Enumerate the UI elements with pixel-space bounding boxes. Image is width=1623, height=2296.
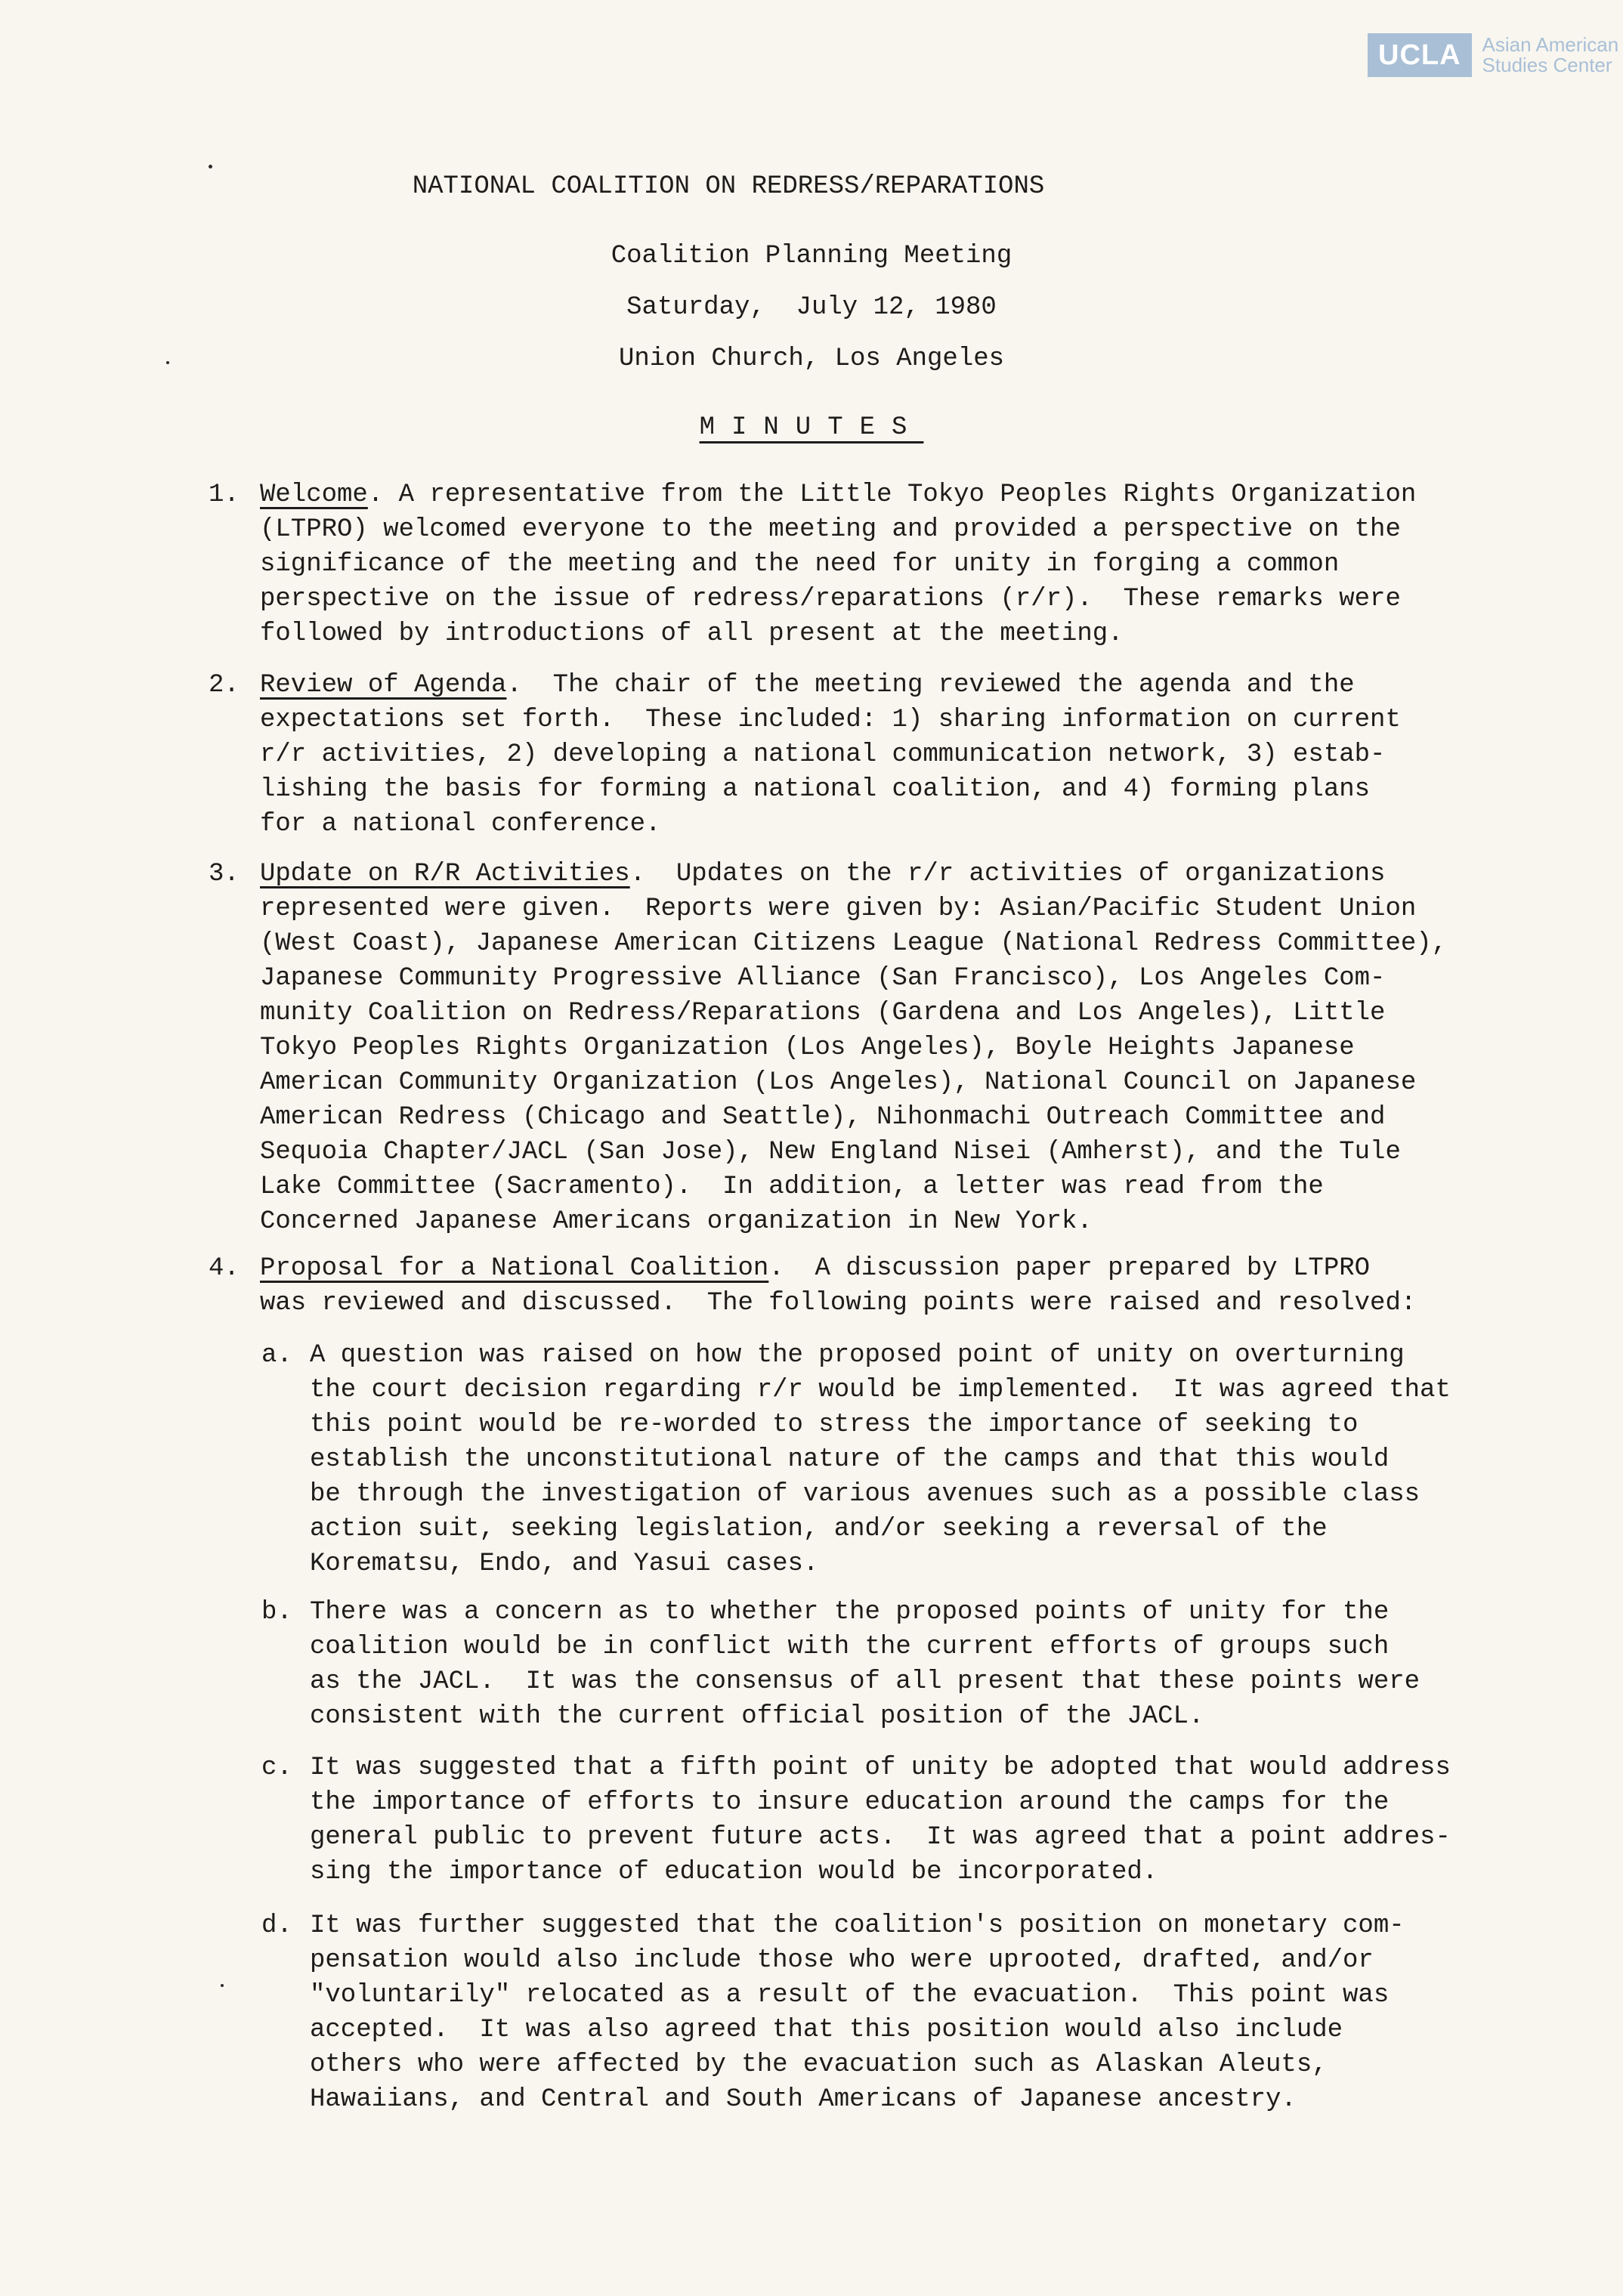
subitem-line: this point would be re-worded to stress the importance of seeking to bbox=[310, 1411, 1359, 1439]
subitem-letter: c. bbox=[261, 1754, 292, 1782]
subitem-line: Korematsu, Endo, and Yasui cases. bbox=[310, 1550, 819, 1578]
ucla-aasc-watermark bbox=[1368, 33, 1618, 77]
meeting-name: Coalition Planning Meeting bbox=[611, 242, 1012, 270]
item-heading: Update on R/R Activities bbox=[260, 860, 630, 888]
item-number: 2. bbox=[209, 671, 240, 700]
subitem-line: be through the investigation of various avenues such as a possible class bbox=[310, 1480, 1421, 1509]
subitem-line: consistent with the current official position of the JACL. bbox=[310, 1702, 1204, 1731]
watermark-line-2: Studies Center bbox=[1482, 54, 1612, 76]
subitem-line: It was suggested that a fifth point of unity be adopted that would address bbox=[310, 1754, 1451, 1782]
item-line-text: . A discussion paper prepared by LTPRO bbox=[768, 1254, 1371, 1283]
item-number: 3. bbox=[209, 860, 240, 888]
item-line: American Redress (Chicago and Seattle), Nihonmachi Outreach Committee and bbox=[260, 1103, 1386, 1132]
item-line: for a national conference. bbox=[260, 810, 661, 839]
meeting-place: Union Church, Los Angeles bbox=[618, 345, 1005, 373]
item-number: 4. bbox=[209, 1254, 240, 1283]
subitem-line: Hawaiians, and Central and South Americans of Japanese ancestry. bbox=[310, 2085, 1297, 2114]
item-line: Concerned Japanese Americans organization in New York. bbox=[260, 1207, 1093, 1236]
subitem-line: establish the unconstitutional nature of the camps and that this would bbox=[310, 1445, 1390, 1474]
ucla-logo: UCLA bbox=[1368, 33, 1472, 77]
item-line bbox=[260, 857, 1499, 892]
subitem-line: A question was raised on how the proposed point of unity on overturning bbox=[310, 1341, 1405, 1370]
minutes-heading bbox=[0, 413, 1623, 442]
subitem-line: There was a concern as to whether the proposed points of unity for the bbox=[310, 1598, 1390, 1627]
subitem-line: the importance of efforts to insure education around the camps for the bbox=[310, 1788, 1390, 1817]
subitem-line: It was further suggested that the coalition's position on monetary com- bbox=[310, 1911, 1405, 1940]
item-line: Sequoia Chapter/JACL (San Jose), New England Nisei (Amherst), and the Tule bbox=[260, 1138, 1401, 1167]
item-line: perspective on the issue of redress/reparations (r/r). These remarks were bbox=[260, 585, 1401, 613]
subitem-body bbox=[310, 1338, 1504, 1581]
subitem-body bbox=[310, 1908, 1504, 2117]
item-line bbox=[260, 1251, 1499, 1286]
meeting-date: Saturday, July 12, 1980 bbox=[626, 293, 997, 322]
subitem-line: sing the importance of education would be incorporated. bbox=[310, 1858, 1158, 1887]
item-body bbox=[260, 1251, 1499, 1321]
subitem-body bbox=[310, 1751, 1504, 1890]
document-title: NATIONAL COALITION ON REDRESS/REPARATIONS bbox=[412, 172, 1045, 201]
item-line bbox=[260, 477, 1499, 512]
item-line: was reviewed and discussed. The following points were raised and resolved: bbox=[260, 1289, 1417, 1318]
subitem-line: action suit, seeking legislation, and/or seeking a reversal of the bbox=[310, 1515, 1328, 1544]
subitem-line: the court decision regarding r/r would be implemented. It was agreed that bbox=[310, 1376, 1451, 1404]
item-body bbox=[260, 477, 1499, 651]
item-line bbox=[260, 668, 1499, 703]
item-line: represented were given. Reports were given by: Asian/Pacific Student Union bbox=[260, 895, 1417, 923]
item-line: significance of the meeting and the need for unity in forging a common bbox=[260, 550, 1340, 579]
subitem-letter: d. bbox=[261, 1911, 292, 1940]
subitem-line: "voluntarily" relocated as a result of the evacuation. This point was bbox=[310, 1981, 1390, 2010]
item-heading: Proposal for a National Coalition bbox=[260, 1254, 769, 1283]
item-body bbox=[260, 857, 1499, 1239]
paper-speck bbox=[166, 361, 169, 364]
item-line: expectations set forth. These included: 1) sharing information on current bbox=[260, 706, 1401, 734]
item-line: r/r activities, 2) developing a national communication network, 3) estab- bbox=[260, 740, 1386, 769]
item-heading: Review of Agenda bbox=[260, 671, 507, 700]
item-line: (LTPRO) welcomed everyone to the meeting and provided a perspective on the bbox=[260, 515, 1401, 544]
item-line: Japanese Community Progressive Alliance (San Francisco), Los Angeles Com- bbox=[260, 964, 1386, 993]
subitem-line: coalition would be in conflict with the current efforts of groups such bbox=[310, 1633, 1390, 1661]
paper-speck bbox=[221, 1984, 224, 1987]
item-line: (West Coast), Japanese American Citizens League (National Redress Committee), bbox=[260, 929, 1448, 958]
paper-speck bbox=[209, 165, 212, 168]
item-line: Lake Committee (Sacramento). In addition, a letter was read from the bbox=[260, 1173, 1324, 1201]
subitem-line: others who were affected by the evacuation such as Alaskan Aleuts, bbox=[310, 2050, 1328, 2079]
item-number: 1. bbox=[209, 481, 240, 509]
item-body bbox=[260, 668, 1499, 842]
item-line: followed by introductions of all present at the meeting. bbox=[260, 620, 1124, 648]
minutes-heading-text: MINUTES bbox=[699, 413, 924, 442]
subitem-line: accepted. It was also agreed that this position would also include bbox=[310, 2016, 1343, 2044]
subitem-letter: a. bbox=[261, 1341, 292, 1370]
subitem-letter: b. bbox=[261, 1598, 292, 1627]
item-line: lishing the basis for forming a national coalition, and 4) forming plans bbox=[260, 775, 1371, 804]
item-line-text: . The chair of the meeting reviewed the agenda and the bbox=[506, 671, 1355, 700]
item-line-text: . Updates on the r/r activities of organizations bbox=[629, 860, 1386, 888]
watermark-line-1: Asian American bbox=[1482, 32, 1619, 56]
item-line-text: . A representative from the Little Tokyo Peoples Rights Organization bbox=[367, 481, 1417, 509]
subitem-body bbox=[310, 1595, 1504, 1734]
item-heading: Welcome bbox=[260, 481, 368, 509]
watermark-text bbox=[1482, 32, 1619, 76]
item-line: Tokyo Peoples Rights Organization (Los Angeles), Boyle Heights Japanese bbox=[260, 1034, 1355, 1062]
item-line: munity Coalition on Redress/Reparations (Gardena and Los Angeles), Little bbox=[260, 999, 1386, 1027]
subitem-line: as the JACL. It was the consensus of all present that these points were bbox=[310, 1667, 1421, 1696]
subitem-line: general public to prevent future acts. It was agreed that a point addres- bbox=[310, 1823, 1451, 1852]
item-line: American Community Organization (Los Angeles), National Council on Japanese bbox=[260, 1068, 1417, 1097]
subitem-line: pensation would also include those who were uprooted, drafted, and/or bbox=[310, 1946, 1374, 1975]
